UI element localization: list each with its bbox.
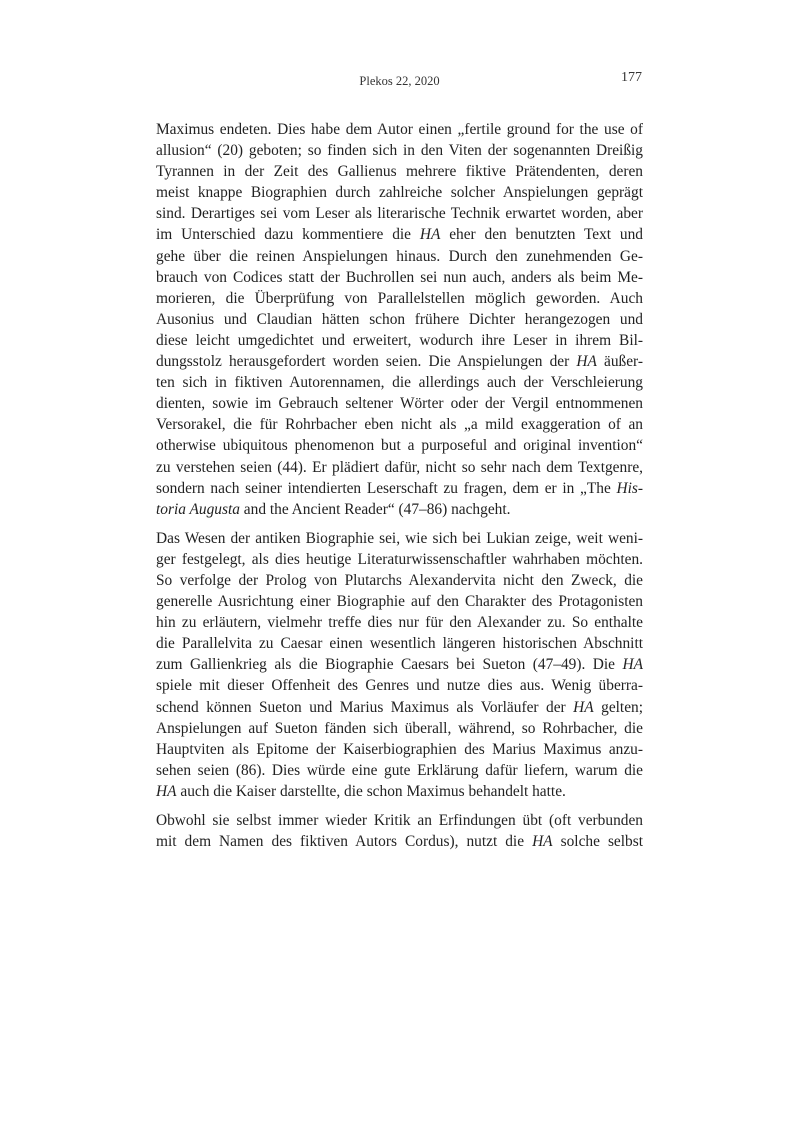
text-line: dungsstolz herausgefordert worden seien. Die Anspielungen der HA äußer-	[156, 353, 644, 371]
text-line: Versorakel, die für Rohrbacher eben nicht als „a mild exaggeration of an	[156, 416, 643, 434]
text-line: generelle Ausrichtung einer Biographie auf den Charakter des Protagonisten	[156, 593, 643, 611]
text-line: HA auch die Kaiser darstellte, die schon Maximus behandelt hatte.	[156, 782, 566, 800]
text-line: dienten, sowie im Gebrauch seltener Wörter oder der Vergil entnommenen	[156, 395, 643, 413]
text-line: gehe über die reinen Anspielungen hinaus. Durch den zunehmenden Ge-	[156, 247, 643, 265]
italic-term: HA	[573, 698, 594, 716]
text-line: ten sich in fiktiven Autorennamen, die allerdings auch der Verschleierung	[156, 374, 643, 392]
text-line: Das Wesen der antiken Biographie sei, wie sich bei Lukian zeige, weit weni-	[156, 529, 643, 547]
paragraph	[156, 119, 643, 520]
italic-term: HA	[156, 782, 177, 800]
text-line: sehen seien (86). Dies würde eine gute Erklärung dafür liefern, warum die	[156, 761, 643, 779]
text-line: diese leicht umgedichtet und erweitert, wodurch ihre Leser in ihrem Bil-	[156, 331, 643, 349]
text-line: So verfolge der Prolog von Plutarchs Alexandervita nicht den Zweck, die	[156, 571, 643, 589]
text-line: hin zu erläutern, vielmehr treffe dies nur für den Alexander zu. So enthalte	[156, 614, 643, 632]
text-line: mit dem Namen des fiktiven Autors Cordus), nutzt die HA solche selbst	[156, 833, 643, 851]
text-line: die Parallelvita zu Caesar einen wesentlich längeren historischen Abschnitt	[156, 635, 643, 653]
text-line: Maximus endeten. Dies habe dem Autor einen „fertile ground for the use of	[156, 121, 643, 138]
text-line: sind. Derartiges sei vom Leser als literarische Technik erwartet worden, aber	[156, 205, 643, 223]
page-number: 177	[621, 70, 642, 85]
body-text	[156, 119, 643, 860]
text-line: toria Augusta and the Ancient Reader“ (47–86) nachgeht.	[156, 500, 511, 518]
paragraph	[156, 810, 643, 852]
text-line: ger festgelegt, als dies heutige Literaturwissenschaftler wahrhaben möchten.	[156, 550, 643, 568]
text-line: zu verstehen seien (44). Er plädiert dafür, nicht so sehr nach dem Textgenre,	[156, 458, 643, 476]
text-line: meist knappe Biographien durch zahlreiche solcher Anspielungen geprägt	[156, 184, 643, 202]
text-line: otherwise ubiquitous phenomenon but a purposeful and original invention“	[156, 437, 643, 455]
text-line: spiele mit dieser Offenheit des Genres und nutze dies aus. Wenig überra-	[156, 677, 643, 695]
text-line: im Unterschied dazu kommentiere die HA eher den benutzten Text und	[156, 226, 643, 244]
text-line: sondern nach seiner intendierten Leserschaft zu fragen, dem er in „The His-	[156, 479, 643, 497]
text-line: Ausonius und Claudian hätten schon frühere Dichter herangezogen und	[156, 310, 643, 328]
text-line: Obwohl sie selbst immer wieder Kritik an Erfindungen übt (oft verbunden	[156, 812, 643, 829]
italic-term: His-	[616, 479, 643, 497]
text-line: schend können Sueton und Marius Maximus als Vorläufer der HA gelten;	[156, 698, 644, 716]
text-line: morieren, die Überprüfung von Parallelstellen möglich geworden. Auch	[156, 289, 643, 307]
paragraph	[156, 528, 643, 802]
italic-term: HA	[532, 833, 553, 851]
italic-term: HA	[622, 656, 643, 674]
text-line: Anspielungen auf Sueton fänden sich überall, während, so Rohrbacher, die	[156, 719, 643, 737]
text-line: Hauptviten als Epitome der Kaiserbiographien des Marius Maximus anzu-	[156, 740, 643, 758]
italic-term: HA	[576, 353, 597, 371]
italic-term: toria Augusta	[156, 500, 240, 518]
text-line: Tyrannen in der Zeit des Gallienus mehrere fiktive Prätendenten, deren	[156, 163, 643, 181]
text-line: zum Gallienkrieg als die Biographie Caesars bei Sueton (47–49). Die HA	[156, 656, 643, 674]
italic-term: HA	[419, 226, 441, 244]
text-line: brauch von Codices statt der Buchrollen sei nun auch, anders als beim Me-	[156, 268, 643, 286]
running-head: Plekos 22, 2020	[359, 74, 440, 88]
text-line: allusion“ (20) geboten; so finden sich in den Viten der sogenannten Dreißig	[156, 142, 643, 160]
